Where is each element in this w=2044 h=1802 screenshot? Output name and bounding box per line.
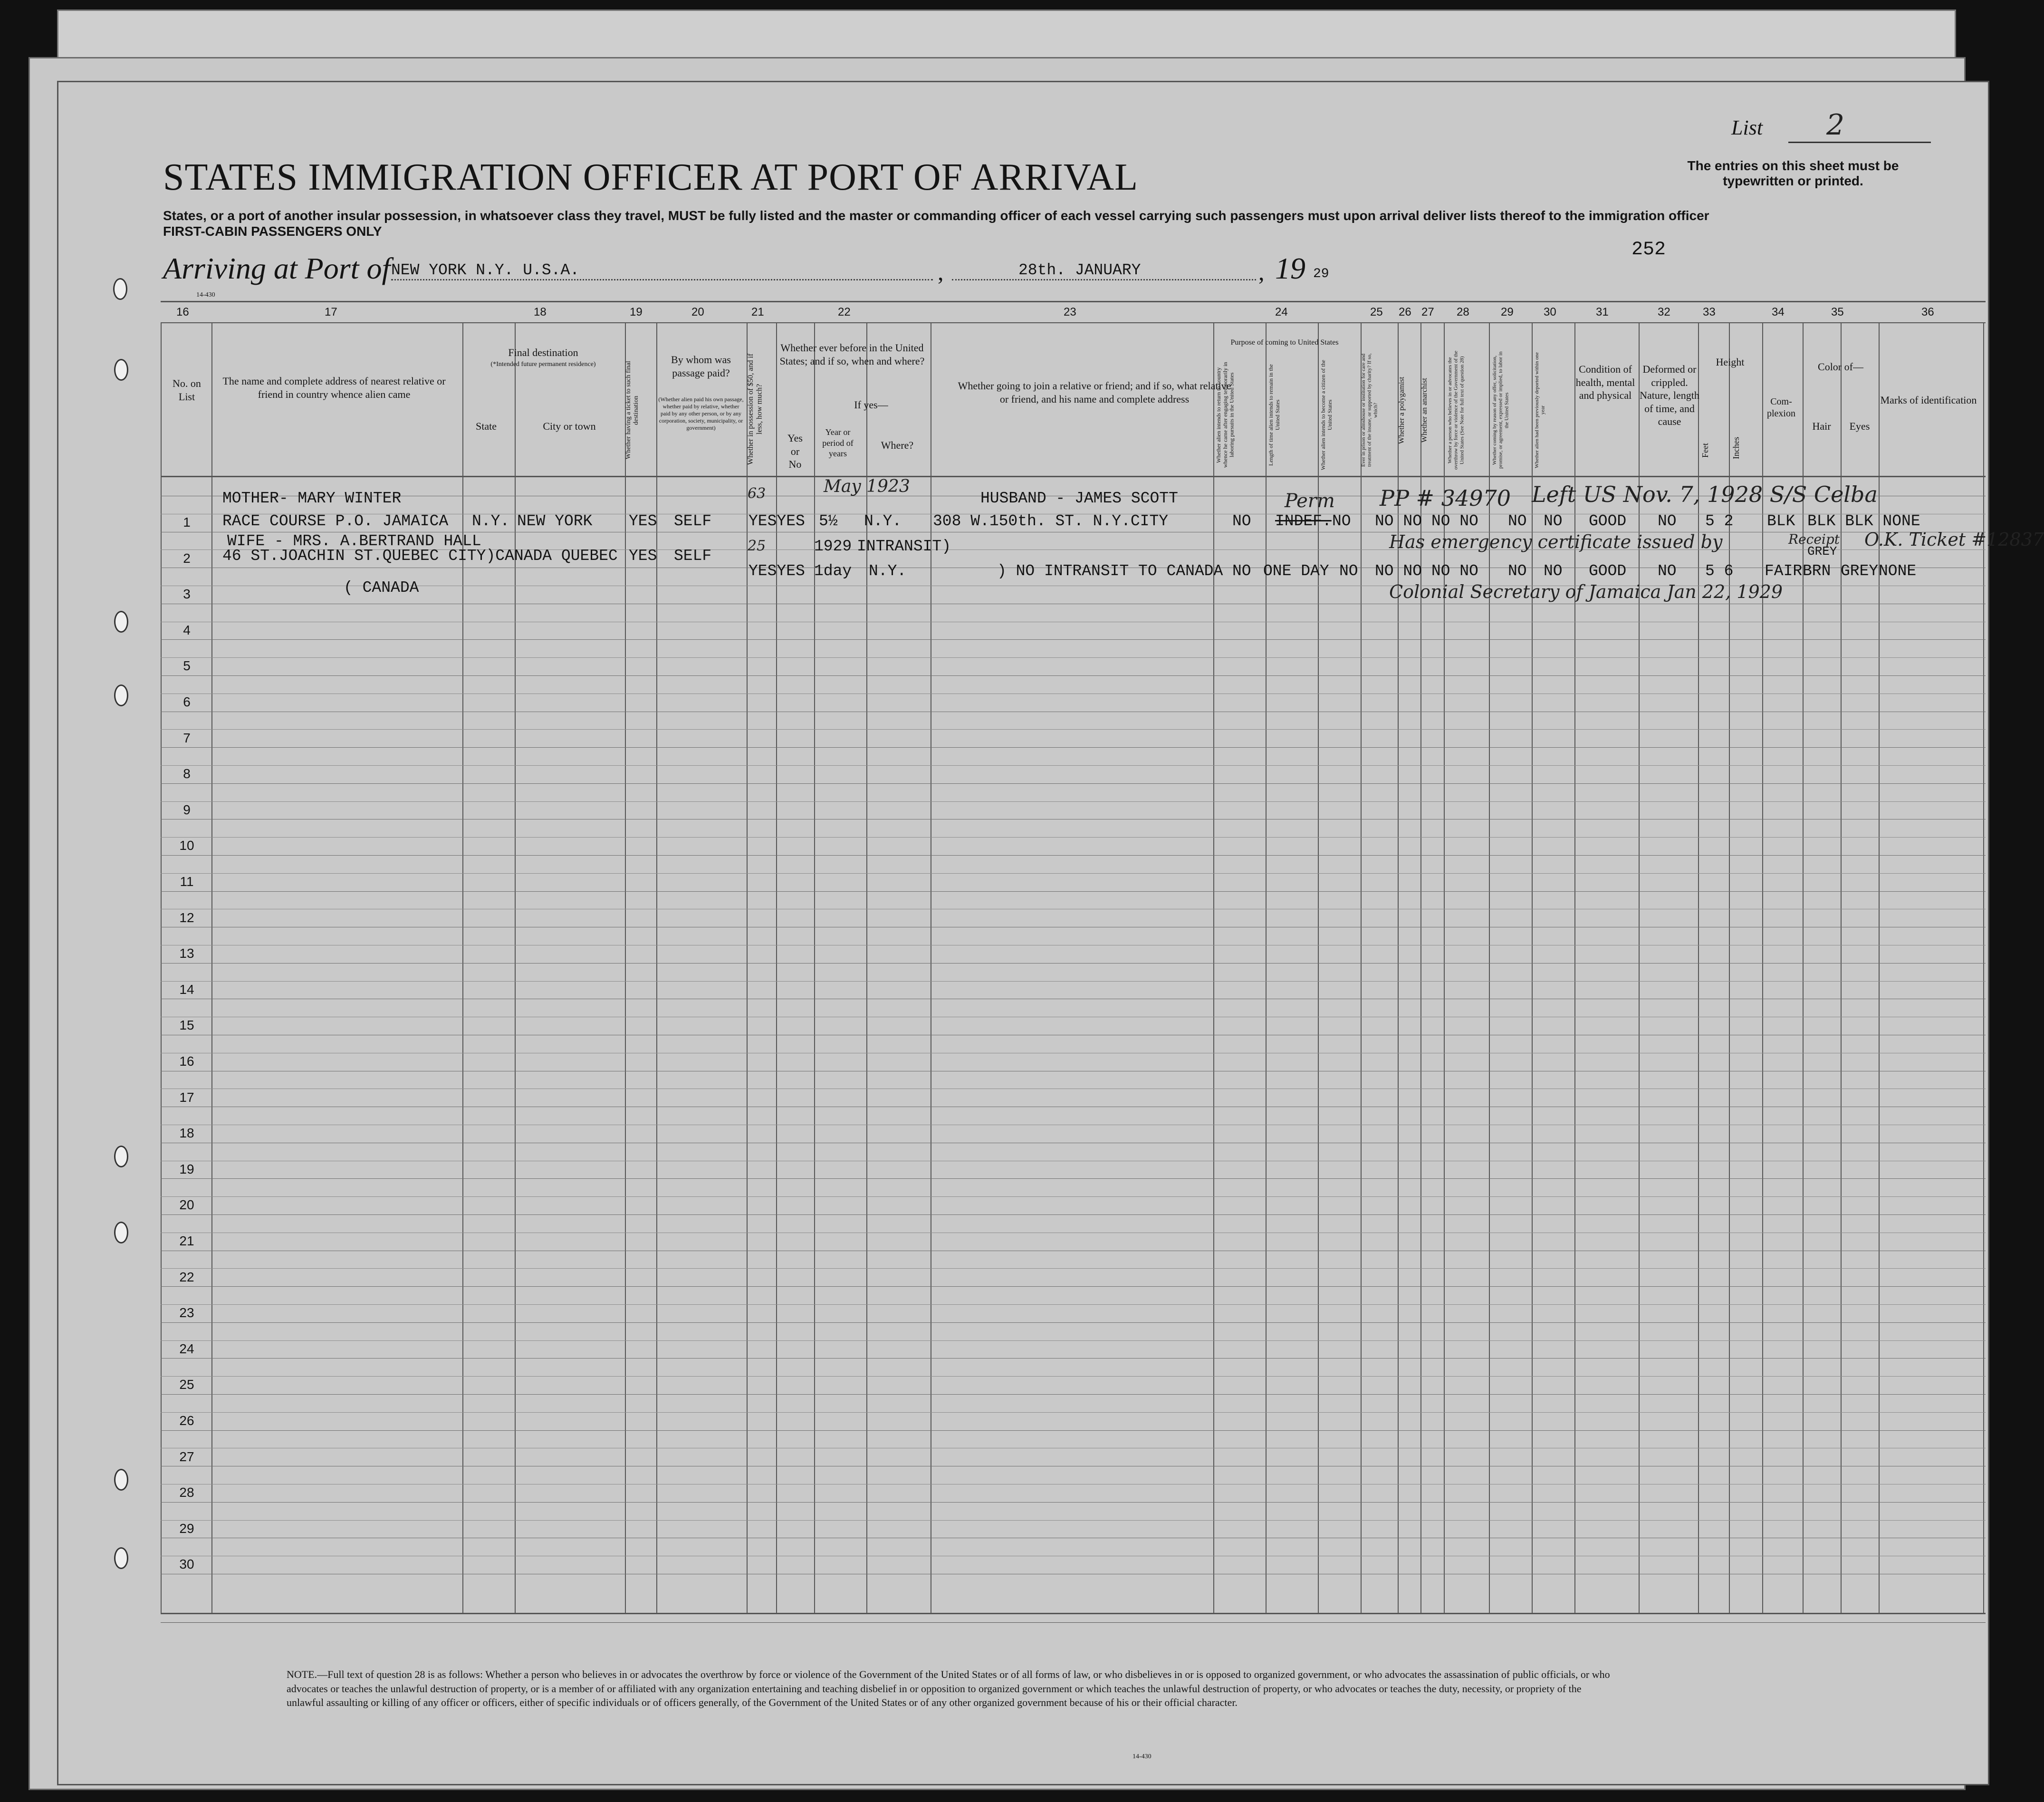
entry-year: 1929 (814, 538, 852, 555)
binder-hole (114, 684, 128, 706)
handwriting-perm: Perm (1285, 490, 1335, 512)
entry-joining: ) NO INTRANSIT TO CANADA (997, 562, 1223, 580)
row-rule (161, 1376, 1986, 1377)
header-state: State (476, 420, 497, 432)
row-number: 1 (183, 515, 191, 530)
header-final-destination: Final destination (508, 347, 578, 358)
footnote: NOTE.—Full text of question 28 is as follows: Whether a person who believes in or advocates the overthrow by force or violence of the Government of the United States or of all forms of law, or who disbelieves in or is opposed to organized government, or who advocates the assassination of public officials, or who advocates or teaches the unlawful destruction of property, or is a member of or affiliated with any organization entertaining and teaching disbelief in or opposition to organized government or which teaches the unlawful destruction of property, or who advocates or teaches the duty, necessity, or propriety of the unlawful assaulting or killing of any officer or officers, either of specific individuals or of officers generally, of the Government of the United States or of any other organized government because of his or their official character. (287, 1668, 1610, 1709)
column-number: 22 (838, 306, 851, 318)
column-rule (1361, 322, 1362, 1613)
column-rule (625, 322, 626, 1613)
header-ticket: Whether having a ticket to such final destination (625, 361, 640, 460)
list-underline (1788, 142, 1931, 143)
row-rule (161, 1268, 1986, 1269)
column-number: 16 (176, 306, 189, 318)
row-rule (161, 963, 1986, 964)
column-rule (1803, 322, 1804, 1613)
entry-purpose-c: NO (1339, 562, 1358, 580)
entry-ticket: YES (629, 547, 657, 565)
row-number: 7 (183, 730, 191, 745)
entry-period: 1day (814, 562, 852, 580)
handwriting-amount-1: 63 (748, 485, 766, 502)
date-field: 28th. JANUARY (952, 261, 1256, 280)
binder-hole (114, 611, 128, 633)
handwriting-receipt: Receipt (1788, 531, 1840, 547)
entry-marks: NONE (1879, 562, 1917, 580)
entry-relative-abroad: WIFE - MRS. A.BERTRAND HALL (227, 532, 481, 550)
row-rule (161, 639, 1986, 640)
column-number-rule (161, 322, 1986, 323)
entry-purpose-b: INDEF. (1275, 512, 1332, 530)
entry-deformed: NO (1658, 512, 1677, 530)
header-purpose: Purpose of coming to United States (1230, 338, 1339, 347)
entry-before-us: YESYES (749, 562, 805, 580)
row-rule (161, 1502, 1986, 1503)
row-rule (161, 891, 1986, 892)
page-subtitle: States, or a port of another insular possession, in whatsoever class they travel, MUST be fully listed and the master or commanding officer of each vessel carrying such passengers must upon arrival deliver lists thereof to the immigration officer (163, 208, 1709, 223)
column-rule (814, 322, 815, 1613)
header-joining: Whether going to join a relative or friend; and if so, what relative or friend, and his name and complete address (958, 380, 1231, 405)
column-rule (161, 322, 162, 1613)
column-number: 17 (325, 306, 337, 318)
header-year-period: Year or period of years (822, 427, 854, 458)
row-rule (161, 837, 1986, 838)
row-rule (161, 801, 1986, 802)
entry-25-28: NO NO NO NO (1375, 562, 1478, 580)
column-rule (1532, 322, 1533, 1613)
header-contract: Whether coming by reason of any offer, solicitation, promise, or agreement, expressed or implied, to labor in the United States (1492, 351, 1510, 469)
header-money: Whether in possession of $50, and if less, how much? (747, 353, 764, 465)
row-rule (161, 1358, 1986, 1359)
entry-hair-eyes-marks: BLK BLK NONE (1807, 512, 1920, 530)
header-purpose-a: Whether alien intends to return to country whence he came after engaging temporarily in laboring pursuits in the United States (1215, 362, 1235, 468)
header-final-destination-note: (*Intended future permanent residence) (490, 361, 596, 368)
row-rule (161, 1214, 1986, 1215)
header-polygamist: Whether a polygamist (1398, 376, 1406, 444)
row-number: 22 (179, 1269, 194, 1284)
column-number: 35 (1831, 306, 1844, 318)
row-number: 9 (183, 802, 191, 817)
header-city: City or town (543, 420, 596, 432)
row-rule (161, 855, 1986, 856)
column-rule (1983, 322, 1984, 1613)
column-rule (1266, 322, 1267, 1613)
arriving-label: Arriving at Port of (163, 251, 391, 285)
row-rule (161, 1412, 1986, 1413)
column-number: 30 (1544, 306, 1556, 318)
column-rule (1489, 322, 1490, 1613)
row-number: 6 (183, 694, 191, 709)
entry-relative-abroad: MOTHER- MARY WINTER (222, 490, 402, 507)
column-rule (1574, 322, 1575, 1613)
row-rule (161, 783, 1986, 784)
entry-contract: NO (1508, 512, 1527, 530)
row-number: 4 (183, 622, 191, 637)
column-rule (211, 322, 212, 1613)
header-hair: Hair (1812, 420, 1831, 432)
entries-note: The entries on this sheet must be typewritten or printed. (1687, 158, 1899, 188)
entry-relative-address: RACE COURSE P.O. JAMAICA (222, 512, 449, 530)
header-no-on-list: No. on List (173, 377, 201, 403)
class-label: FIRST-CABIN PASSENGERS ONLY (163, 224, 382, 239)
entry-city: NEW YORK (517, 512, 593, 530)
column-number: 24 (1275, 306, 1288, 318)
row-number: 28 (179, 1485, 194, 1500)
row-rule (161, 1430, 1986, 1431)
row-rule (161, 981, 1986, 982)
header-marks: Marks of identification (1880, 394, 1977, 406)
header-relative-abroad: The name and complete address of nearest relative or friend in country whence alien came (222, 375, 446, 400)
column-number: 36 (1921, 306, 1934, 318)
entry-where: N.Y. (869, 562, 907, 580)
form-number: 14-430 (196, 291, 215, 299)
row-number: 30 (179, 1557, 194, 1572)
header-where: Where? (881, 439, 914, 451)
row-number: 2 (183, 550, 191, 566)
row-rule (161, 1520, 1986, 1521)
row-number: 10 (179, 838, 194, 853)
footer-form-number: 14-430 (1132, 1753, 1152, 1760)
column-number: 21 (751, 306, 764, 318)
entry-purpose-b: ONE DAY (1263, 562, 1329, 580)
row-rule (161, 729, 1986, 730)
header-eyes: Eyes (1849, 420, 1870, 432)
handwriting-ticket: O.K. Ticket #12837 (1864, 529, 2044, 550)
header-complexion: Com-plexion (1767, 396, 1795, 419)
entry-relative-address: 46 ST.JOACHIN ST.QUEBEC CITY)CANADA QUEBEC (222, 547, 618, 565)
header-inches: Inches (1731, 437, 1741, 460)
comma: , (1258, 259, 1265, 285)
row-number: 24 (179, 1341, 194, 1356)
row-rule (161, 675, 1986, 676)
page-title: STATES IMMIGRATION OFFICER AT PORT OF ARRIVAL (163, 156, 1138, 198)
binder-hole (113, 278, 127, 300)
column-rule (1698, 322, 1699, 1613)
column-number: 34 (1772, 306, 1785, 318)
column-rule (1762, 322, 1763, 1613)
entry-hair: BRN (1803, 562, 1831, 580)
entry-purpose-a: NO (1232, 512, 1251, 530)
entry-deported: NO (1544, 562, 1563, 580)
row-number: 5 (183, 658, 191, 674)
entry-health: GOOD (1589, 512, 1627, 530)
comma: , (938, 259, 944, 285)
binder-hole (114, 1469, 128, 1491)
row-number: 26 (179, 1413, 194, 1428)
entry-years: 5½ (819, 512, 838, 530)
row-number: 13 (179, 946, 194, 961)
header-purpose-b: Length of time alien intends to remain in the United States (1267, 364, 1281, 466)
binder-hole (114, 1146, 128, 1167)
column-number: 20 (691, 306, 704, 318)
row-number: 15 (179, 1018, 194, 1033)
row-number: 11 (180, 874, 194, 889)
handwriting-date: May 1923 (824, 477, 910, 496)
column-number: 32 (1658, 306, 1670, 318)
column-number: 25 (1370, 306, 1383, 318)
row-rule (161, 873, 1986, 874)
entry-contract: NO (1508, 562, 1527, 580)
entry-eyes: GREY (1841, 562, 1879, 580)
column-rule (515, 322, 516, 1613)
column-number: 26 (1399, 306, 1411, 318)
header-passage-paid-note: (Whether alien paid his own passage, whether paid by relative, whether paid by any other person, or by any corporation, society, municipality, or government) (658, 396, 744, 431)
entry-hair-overtype: GREY (1807, 544, 1837, 559)
header-before-us: Whether ever before in the United States; and if so, when and where? (779, 342, 925, 367)
column-number: 33 (1703, 306, 1716, 318)
row-rule (161, 765, 1986, 766)
entry-deformed: NO (1658, 562, 1677, 580)
row-number: 21 (179, 1233, 194, 1248)
row-rule (161, 1394, 1986, 1395)
entry-ticket: YES (629, 512, 657, 530)
header-overthrow: Whether a person who believes in or advocates the overthrow by force or violence of the Government of the United States (See Note for full text of question 28) (1447, 350, 1465, 470)
column-number: 23 (1064, 306, 1076, 318)
header-yes-no: Yes or No (787, 432, 803, 470)
entry-intransit: INTRANSIT) (857, 538, 951, 555)
handwriting-secretary: Colonial Secretary of Jamaica Jan 22, 1929 (1389, 581, 1783, 602)
page-number: 252 (1631, 239, 1666, 260)
handwriting-passport: PP # 34970 (1380, 485, 1511, 511)
column-number: 27 (1421, 306, 1434, 318)
entry-state: N.Y. (472, 512, 510, 530)
row-number: 17 (179, 1089, 194, 1105)
row-number: 14 (179, 982, 194, 997)
entry-25-28: NO NO NO NO (1375, 512, 1478, 530)
entry-health: GOOD (1589, 562, 1627, 580)
handwriting-amount-2: 25 (748, 538, 766, 554)
header-bottom-rule (161, 476, 1986, 477)
handwriting-certificate: Has emergency certificate issued by (1389, 531, 1723, 552)
manifest-page (57, 81, 2044, 1785)
row-number: 8 (183, 766, 191, 781)
year-suffix: 29 (1313, 267, 1329, 281)
header-if-yes: If yes— (854, 399, 888, 411)
row-rule (161, 657, 1986, 658)
binder-hole (114, 359, 128, 381)
row-rule (161, 1286, 1986, 1287)
entry-joining: HUSBAND - JAMES SCOTT (980, 490, 1178, 507)
row-rule (161, 1340, 1986, 1341)
entry-height: 5 2 (1705, 512, 1734, 530)
column-rule (462, 322, 463, 1613)
footnote-rule (161, 1622, 1986, 1623)
row-number: 29 (179, 1521, 194, 1536)
row-number: 27 (179, 1449, 194, 1464)
header-anarchist: Whether an anarchist (1420, 378, 1429, 443)
column-number: 19 (630, 306, 643, 318)
year-prefix: 19 (1275, 251, 1305, 285)
row-number: 20 (179, 1197, 194, 1213)
header-color-of: Color of— (1818, 361, 1863, 373)
header-deformed: Deformed or crippled. Nature, length of time, and cause (1640, 363, 1699, 427)
row-number: 12 (179, 910, 194, 925)
column-rule (747, 322, 748, 1613)
row-rule (161, 747, 1986, 748)
entry-purpose-a: NO (1232, 562, 1251, 580)
table-bottom-rule (161, 1613, 1986, 1614)
entry-joining-address: 308 W.150th. ST. N.Y.CITY (933, 512, 1169, 530)
entry-passage: SELF (674, 512, 712, 530)
port-field: NEW YORK N.Y. U.S.A. (391, 261, 933, 280)
row-rule (161, 1178, 1986, 1179)
header-health: Condition of health, mental and physical (1575, 363, 1635, 401)
column-number: 31 (1596, 306, 1609, 318)
header-feet: Feet (1700, 443, 1710, 458)
handwriting-departure: Left US Nov. 7, 1928 S/S Celba (1532, 482, 1878, 507)
entry-height: 5 6 (1705, 562, 1734, 580)
entry-purpose-c: NO (1332, 512, 1351, 530)
column-number: 29 (1501, 306, 1514, 318)
entry-deported: NO (1544, 512, 1563, 530)
header-purpose-c: Whether alien intends to become a citizen of the United States (1320, 360, 1333, 470)
header-passage-paid: By whom was passage paid? (671, 354, 731, 379)
binder-hole (114, 1222, 128, 1243)
row-number: 18 (179, 1126, 194, 1141)
entry-complexion: BLK (1767, 512, 1795, 530)
row-number: 25 (179, 1377, 194, 1392)
binder-hole (114, 1547, 128, 1569)
entry-passage: SELF (674, 547, 712, 565)
entry-before-us: YESYES (749, 512, 805, 530)
row-number: 3 (183, 587, 191, 602)
list-label: List (1731, 116, 1763, 139)
entry-complexion: FAIR (1765, 562, 1803, 580)
column-rule (1639, 322, 1640, 1613)
row-number: 23 (179, 1305, 194, 1320)
header-prison: Ever in prison or almshouse or institution for care and treatment of the insane, or supported by charity? If so, which? (1361, 353, 1379, 467)
row-number: 16 (179, 1054, 194, 1069)
column-number: 18 (534, 306, 547, 318)
row-rule (161, 1322, 1986, 1323)
column-number: 28 (1457, 306, 1469, 318)
entry-country: ( CANADA (344, 579, 419, 597)
column-rule (1213, 322, 1214, 1613)
entry-where: N.Y. (864, 512, 902, 530)
row-number: 19 (179, 1161, 194, 1176)
header-deported: Whether alien had been previously deported within one year (1534, 352, 1546, 469)
list-number: 2 (1826, 108, 1845, 142)
header-height: Height (1716, 356, 1745, 368)
row-rule (161, 1196, 1986, 1197)
table-top-rule (161, 301, 1986, 302)
row-rule (161, 1304, 1986, 1305)
